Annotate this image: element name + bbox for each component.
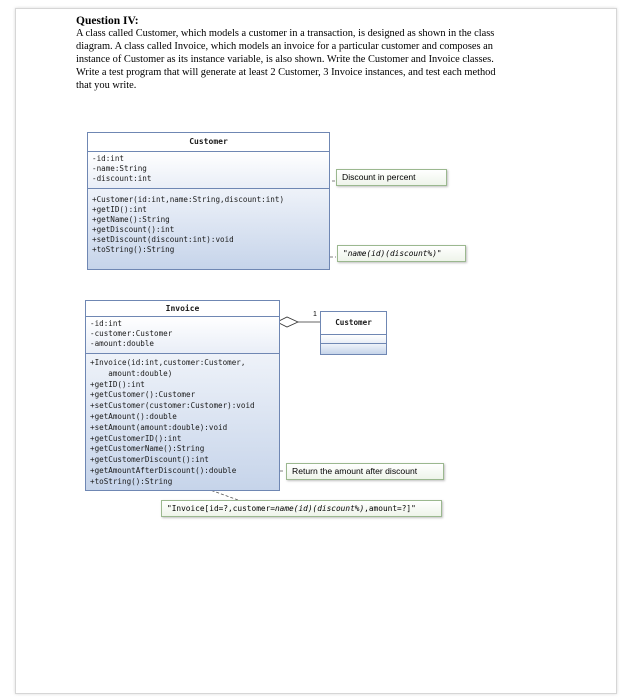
invoice-tostring-note	[161, 500, 442, 517]
customer-attr: -discount:int	[92, 174, 152, 183]
question-line: diagram. A class called Invoice, which models an invoice for a particular customer and composes an	[76, 40, 493, 52]
invoice-op: +toString():String	[90, 476, 173, 486]
customer-attr: -id:int	[92, 154, 125, 163]
invoice-op: +setCustomer(customer:Customer):void	[90, 401, 255, 411]
note-text: "	[343, 249, 348, 258]
invoice-attributes	[86, 317, 279, 354]
invoice-op: +getCustomerID():int	[90, 433, 182, 443]
note-text: "	[436, 249, 442, 258]
invoice-operations	[86, 354, 279, 490]
customer-op: +Customer(id:int,name:String,discount:int)	[92, 195, 285, 204]
invoice-op: +getAmount():double	[90, 411, 177, 421]
question-line: Write a test program that will generate at least 2 Customer, 3 Invoice instances, and test each method	[76, 66, 496, 78]
question-line: instance of Customer as its instance variable, is also shown. Write the Customer and Invoice classes.	[76, 53, 494, 65]
invoice-op: +getCustomerName():String	[90, 444, 205, 454]
customer-attr: -name:String	[92, 164, 147, 173]
invoice-attr: -customer:Customer	[90, 329, 173, 338]
note-text: "Invoice[id=?,customer=	[167, 504, 275, 513]
customer-tostring-note	[337, 245, 466, 262]
associated-customer-operations	[321, 344, 386, 354]
invoice-class-name: Invoice	[86, 301, 279, 317]
question-line: A class called Customer, which models a customer in a transaction, is designed as shown in the class	[76, 28, 495, 39]
customer-op: +getName():String	[92, 215, 170, 224]
invoice-attr: -amount:double	[90, 339, 155, 348]
associated-customer-attributes	[321, 335, 386, 344]
associated-customer-name: Customer	[321, 312, 386, 335]
customer-op: +getID():int	[92, 205, 147, 214]
question-title: Question IV:	[76, 15, 139, 27]
invoice-op: +getCustomer():Customer	[90, 390, 196, 400]
associated-customer-class	[320, 311, 387, 355]
association-multiplicity: 1	[313, 311, 317, 318]
customer-op: +setDiscount(discount:int):void	[92, 235, 234, 244]
invoice-op: +getAmountAfterDiscount():double	[90, 465, 237, 475]
customer-class	[87, 132, 330, 270]
customer-class-name: Customer	[88, 133, 329, 152]
note-text: ,amount=?]"	[364, 504, 416, 513]
customer-operations	[88, 189, 329, 269]
customer-op: +getDiscount():int	[92, 225, 175, 234]
invoice-op: +setAmount(amount:double):void	[90, 422, 228, 432]
note-italic-text: name(id)(discount%)	[347, 249, 437, 258]
invoice-op: +getID():int	[90, 379, 145, 389]
invoice-op: +Invoice(id:int,customer:Customer,	[90, 358, 246, 367]
invoice-op: amount:double)	[90, 368, 173, 378]
invoice-attr: -id:int	[90, 319, 123, 328]
question-line: that you write.	[76, 79, 137, 91]
amount-note: Return the amount after discount	[286, 463, 444, 480]
invoice-op: +getCustomerDiscount():int	[90, 455, 209, 465]
note-italic-text: name(id)(discount%)	[274, 504, 365, 513]
invoice-class	[85, 300, 280, 491]
customer-attributes	[88, 152, 329, 189]
discount-note: Discount in percent	[336, 169, 447, 186]
composition-diamond-icon	[277, 317, 298, 327]
customer-op: +toString():String	[92, 245, 175, 254]
